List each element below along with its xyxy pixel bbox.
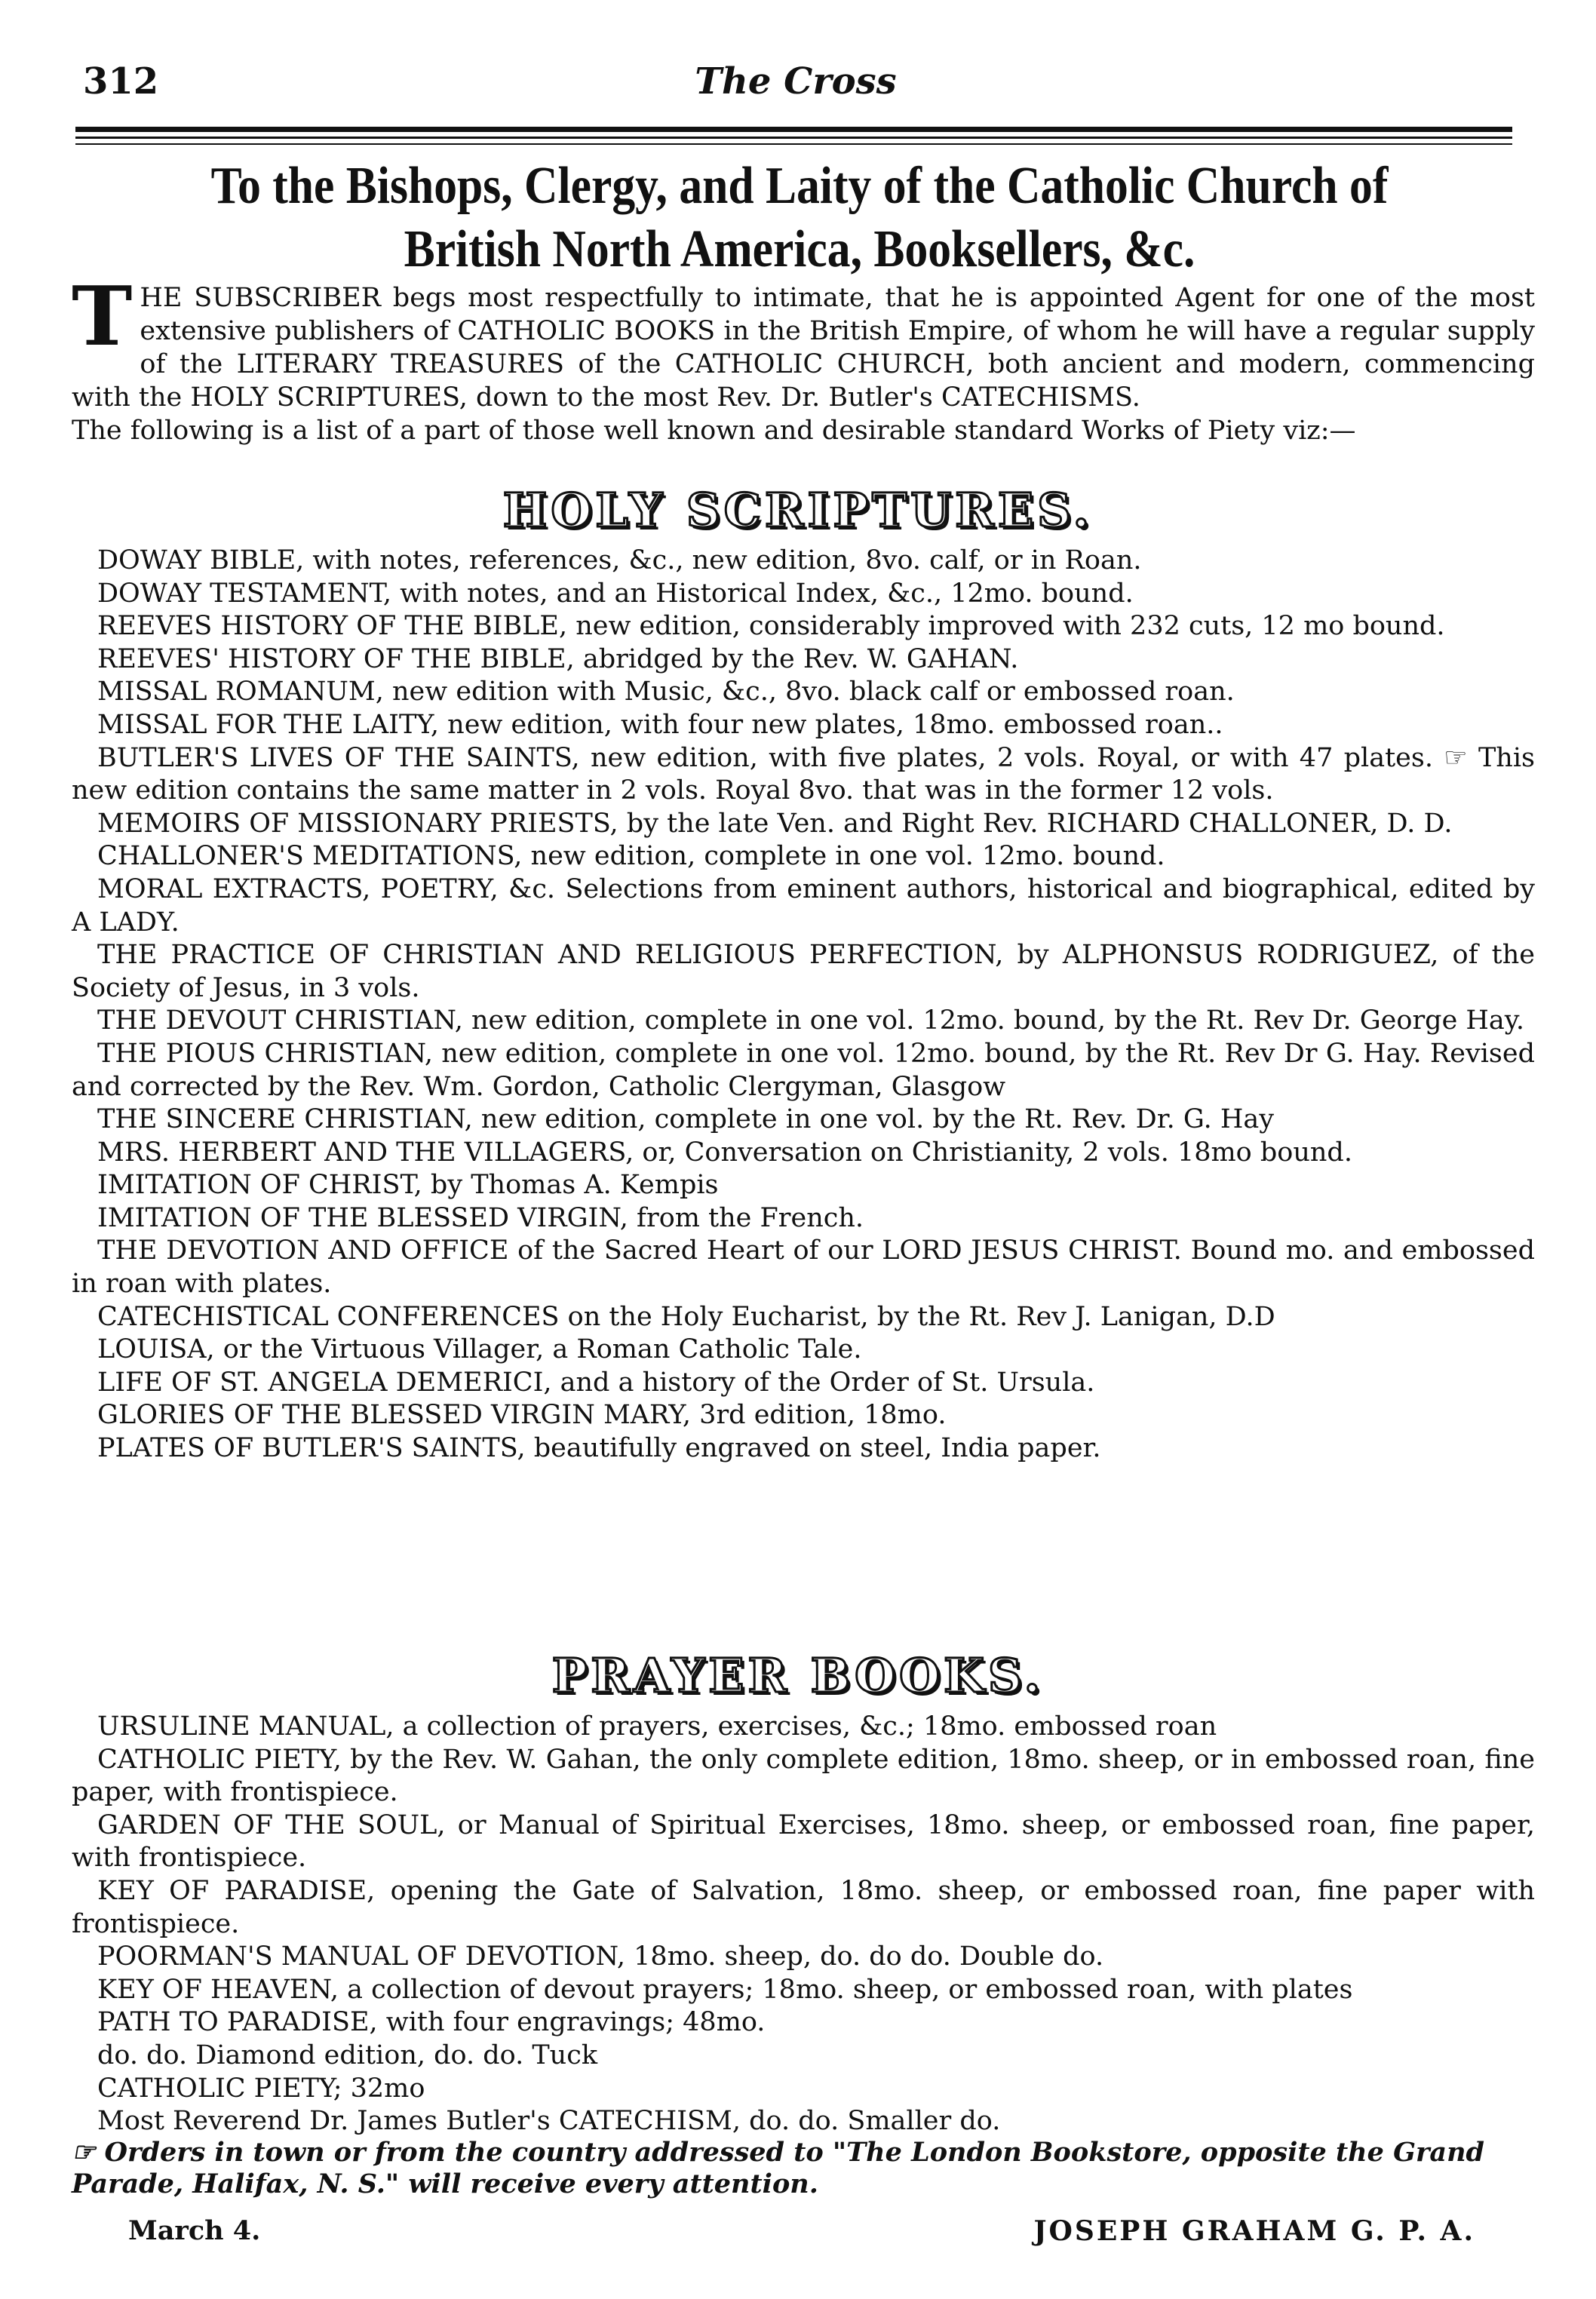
list-item: MISSAL ROMANUM, new edition with Music, &c., 8vo. black calf or embossed roan. <box>97 677 1235 708</box>
list-item: THE DEVOUT CHRISTIAN, new edition, complete in one vol. 12mo. bound, by the Rt. Rev Dr. George Hay. <box>97 1005 1525 1036</box>
list-item: KEY OF PARADISE, opening the Gate of Salvation, 18mo. sheep, or embossed roan, fine paper with frontispiece. <box>72 1875 1535 1939</box>
running-head: The Cross <box>695 60 897 103</box>
list-item: CHALLONER'S MEDITATIONS, new edition, complete in one vol. 12mo. bound. <box>97 841 1165 872</box>
page-header <box>83 60 1509 113</box>
drop-cap: T <box>72 269 133 364</box>
list-item: THE SINCERE CHRISTIAN, new edition, complete in one vol. by the Rt. Rev. Dr. G. Hay <box>97 1104 1274 1135</box>
header-rule <box>75 143 1512 145</box>
advert-title: To the Bishops, Clergy, and Laity of the Catholic Church of British North America, Booksellers, &c. <box>210 157 1389 278</box>
list-item: MORAL EXTRACTS, POETRY, &c. Selections from eminent authors, historical and biographical, edited by A LADY. <box>72 873 1535 938</box>
page-number: 312 <box>83 60 159 103</box>
list-item: REEVES HISTORY OF THE BIBLE, new edition, considerably improved with 232 cuts, 12 mo bound. <box>97 611 1445 642</box>
list-item: Most Reverend Dr. James Butler's CATECHISM, do. do. Smaller do. <box>97 2106 1001 2137</box>
list-item: POORMAN'S MANUAL OF DEVOTION, 18mo. sheep, do. do do. Double do. <box>97 1941 1104 1972</box>
list-item: MRS. HERBERT AND THE VILLAGERS, or, Conversation on Christianity, 2 vols. 18mo bound. <box>97 1137 1352 1168</box>
intro-paragraph: HE SUBSCRIBER begs most respectfully to intimate, that he is appointed Agent for one of the most extensive publishers of CATHOLIC BOOKS in the British Empire, of whom he will have a regular supply of the LITERARY TREASURES of the CATHOLIC CHURCH, both ancient and modern, commencing with the HOLY SCRIPTURES, down to the most Rev. Dr. Butler's CATECHISMS. <box>72 283 1535 413</box>
list-item: PLATES OF BUTLER'S SAINTS, beautifully engraved on steel, India paper. <box>97 1433 1101 1464</box>
advert-date: March 4. <box>128 2215 261 2246</box>
list-item: DOWAY TESTAMENT, with notes, and an Historical Index, &c., 12mo. bound. <box>97 578 1134 609</box>
ordering-note: ☞ Orders in town or from the country addressed to "The London Bookstore, opposite the Grand Parade, Halifax, N. S." will receive every attention. <box>72 2137 1484 2199</box>
list-item: IMITATION OF CHRIST, by Thomas A. Kempis <box>97 1170 719 1201</box>
advertiser-signature: JOSEPH GRAHAM G. P. A. <box>1033 2215 1475 2247</box>
list-item: REEVES' HISTORY OF THE BIBLE, abridged by the Rev. W. GAHAN. <box>97 643 1019 674</box>
list-item: BUTLER'S LIVES OF THE SAINTS, new edition, with five plates, 2 vols. Royal, or with 47 plates. ☞ This new edition contains the same matter in 2 vols. Royal 8vo. that was in the former 12 vols. <box>72 742 1535 806</box>
list-item: THE DEVOTION AND OFFICE of the Sacred Heart of our LORD JESUS CHRIST. Bound mo. and embossed in roan with plates. <box>72 1235 1535 1300</box>
list-item: MISSAL FOR THE LAITY, new edition, with four new plates, 18mo. embossed roan.. <box>97 709 1223 740</box>
list-item: MEMOIRS OF MISSIONARY PRIESTS, by the late Ven. and Right Rev. RICHARD CHALLONER, D. D. <box>97 808 1453 839</box>
list-item: THE PRACTICE OF CHRISTIAN AND RELIGIOUS PERFECTION, by ALPHONSUS RODRIGUEZ, of the Society of Jesus, in 3 vols. <box>72 940 1535 1003</box>
list-item: URSULINE MANUAL, a collection of prayers, exercises, &c.; 18mo. embossed roan <box>97 1711 1217 1742</box>
scripture-list <box>72 545 1535 1466</box>
section-heading-holy-scriptures: HOLY SCRIPTURES. <box>502 483 1094 538</box>
prayer-book-list <box>72 1711 1535 2138</box>
list-item: CATHOLIC PIETY, by the Rev. W. Gahan, the only complete edition, 18mo. sheep, or in embossed roan, fine paper, with frontispiece. <box>72 1744 1535 1808</box>
intro-paragraph: The following is a list of a part of those well known and desirable standard Works of Piety viz:— <box>72 416 1356 446</box>
header-rule <box>75 127 1512 132</box>
list-item: KEY OF HEAVEN, a collection of devout prayers; 18mo. sheep, or embossed roan, with plates <box>97 1974 1353 2005</box>
list-item: do. do. Diamond edition, do. do. Tuck <box>97 2040 598 2070</box>
list-item: DOWAY BIBLE, with notes, references, &c., new edition, 8vo. calf, or in Roan. <box>97 545 1142 576</box>
list-item: CATHOLIC PIETY; 32mo <box>97 2073 425 2104</box>
list-item: PATH TO PARADISE, with four engravings; 48mo. <box>97 2007 766 2038</box>
header-rule <box>75 137 1512 139</box>
list-item: LOUISA, or the Virtuous Villager, a Roman Catholic Tale. <box>97 1334 862 1365</box>
list-item: GARDEN OF THE SOUL, or Manual of Spiritual Exercises, 18mo. sheep, or embossed roan, fine paper, with frontispiece. <box>72 1809 1535 1874</box>
section-heading-prayer-books: PRAYER BOOKS. <box>551 1648 1045 1703</box>
list-item: GLORIES OF THE BLESSED VIRGIN MARY, 3rd edition, 18mo. <box>97 1400 947 1431</box>
list-item: LIFE OF ST. ANGELA DEMERICI, and a history of the Order of St. Ursula. <box>97 1367 1095 1398</box>
advert-intro <box>72 269 1535 447</box>
list-item: IMITATION OF THE BLESSED VIRGIN, from the French. <box>97 1202 864 1233</box>
list-item: THE PIOUS CHRISTIAN, new edition, complete in one vol. 12mo. bound, by the Rt. Rev Dr G. Hay. Revised and corrected by the Rev. Wm. Gordon, Catholic Clergyman, Glasgow <box>72 1038 1535 1102</box>
list-item: CATECHISTICAL CONFERENCES on the Holy Eucharist, by the Rt. Rev J. Lanigan, D.D <box>97 1301 1275 1332</box>
